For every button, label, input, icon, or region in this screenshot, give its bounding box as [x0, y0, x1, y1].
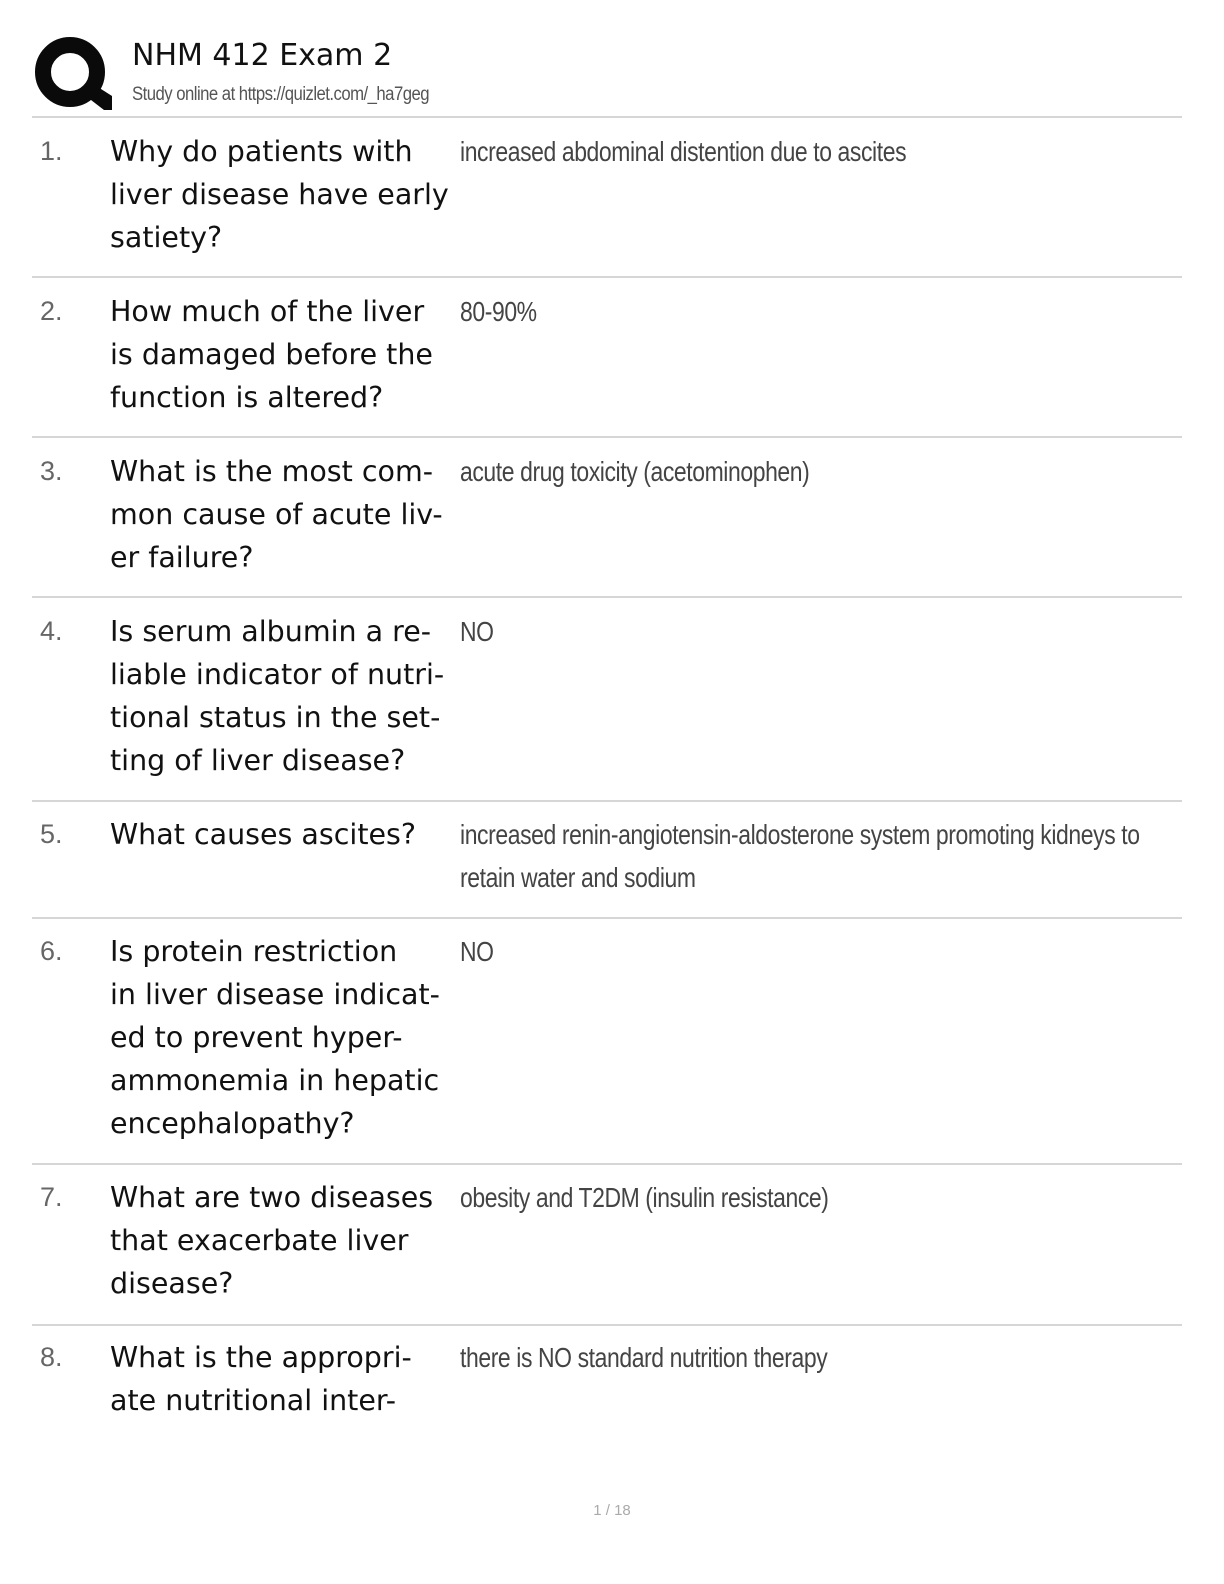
- divider: [32, 276, 1182, 278]
- question-line: What is the most com-: [110, 455, 434, 488]
- divider: [32, 1324, 1182, 1326]
- answer-line: 80-90%: [460, 296, 537, 327]
- question-line: that exacerbate liver: [110, 1224, 409, 1257]
- card-answer: [460, 290, 1116, 333]
- answer-line: obesity and T2DM (insulin resistance): [460, 1182, 829, 1213]
- question-line: ammonemia in hepatic: [110, 1064, 440, 1097]
- card-question: [110, 450, 456, 579]
- card-number: 5.: [40, 819, 63, 849]
- question-line: liable indicator of nutri-: [110, 658, 445, 691]
- question-line: encephalopathy?: [110, 1107, 355, 1140]
- answer-line: retain water and sodium: [460, 862, 696, 893]
- divider: [32, 436, 1182, 438]
- question-line: How much of the liver: [110, 295, 425, 328]
- card-number: 2.: [40, 296, 63, 326]
- question-line: function is altered?: [110, 381, 384, 414]
- card-question: [110, 930, 456, 1145]
- card-answer: [460, 450, 1116, 493]
- page-title: NHM 412 Exam 2: [132, 38, 393, 73]
- card-question: [110, 1336, 456, 1422]
- question-line: is damaged before the: [110, 338, 433, 371]
- question-line: in liver disease indicat-: [110, 978, 440, 1011]
- card-question: [110, 290, 456, 419]
- answer-line: increased renin-angiotensin-aldosterone system promoting kidneys to: [460, 819, 1140, 850]
- card-answer: [460, 930, 1116, 973]
- card-answer: [460, 1176, 1116, 1219]
- card-question: [110, 130, 456, 259]
- card-answer: [460, 130, 1116, 173]
- question-line: disease?: [110, 1267, 234, 1300]
- study-online-link[interactable]: Study online at https://quizlet.com/_ha7geg: [132, 84, 430, 105]
- answer-line: increased abdominal distention due to ascites: [460, 136, 907, 167]
- answer-line: there is NO standard nutrition therapy: [460, 1342, 828, 1373]
- card-answer: [460, 813, 1140, 899]
- question-line: ed to prevent hyper-: [110, 1021, 403, 1054]
- question-line: ting of liver disease?: [110, 744, 406, 777]
- answer-line: NO: [460, 616, 494, 647]
- question-line: What are two diseases: [110, 1181, 434, 1214]
- card-question: [110, 610, 456, 782]
- answer-line: acute drug toxicity (acetominophen): [460, 456, 810, 487]
- card-number: 7.: [40, 1182, 63, 1212]
- answer-line: NO: [460, 936, 494, 967]
- divider: [32, 917, 1182, 919]
- question-line: er failure?: [110, 541, 254, 574]
- card-number: 3.: [40, 456, 63, 486]
- divider: [32, 1163, 1182, 1165]
- card-number: 8.: [40, 1342, 63, 1372]
- divider: [32, 596, 1182, 598]
- page-header: [32, 30, 1182, 116]
- question-line: liver disease have early: [110, 178, 449, 211]
- card-number: 4.: [40, 616, 63, 646]
- divider: [32, 800, 1182, 802]
- card-question: [110, 813, 456, 856]
- question-line: Is serum albumin a re-: [110, 615, 432, 648]
- quizlet-q-logo-icon: [32, 34, 112, 114]
- page-number: 1 / 18: [593, 1502, 631, 1519]
- card-answer: [460, 1336, 1116, 1379]
- divider: [32, 116, 1182, 118]
- card-number: 1.: [40, 136, 63, 166]
- question-line: Is protein restriction: [110, 935, 398, 968]
- card-answer: [460, 610, 1116, 653]
- card-number: 6.: [40, 936, 63, 966]
- question-line: Why do patients with: [110, 135, 413, 168]
- question-line: mon cause of acute liv-: [110, 498, 443, 531]
- question-line: What is the appropri-: [110, 1341, 412, 1374]
- card-question: [110, 1176, 456, 1305]
- question-line: ate nutritional inter-: [110, 1384, 397, 1417]
- question-line: satiety?: [110, 221, 223, 254]
- question-line: tional status in the set-: [110, 701, 441, 734]
- question-line: What causes ascites?: [110, 818, 417, 851]
